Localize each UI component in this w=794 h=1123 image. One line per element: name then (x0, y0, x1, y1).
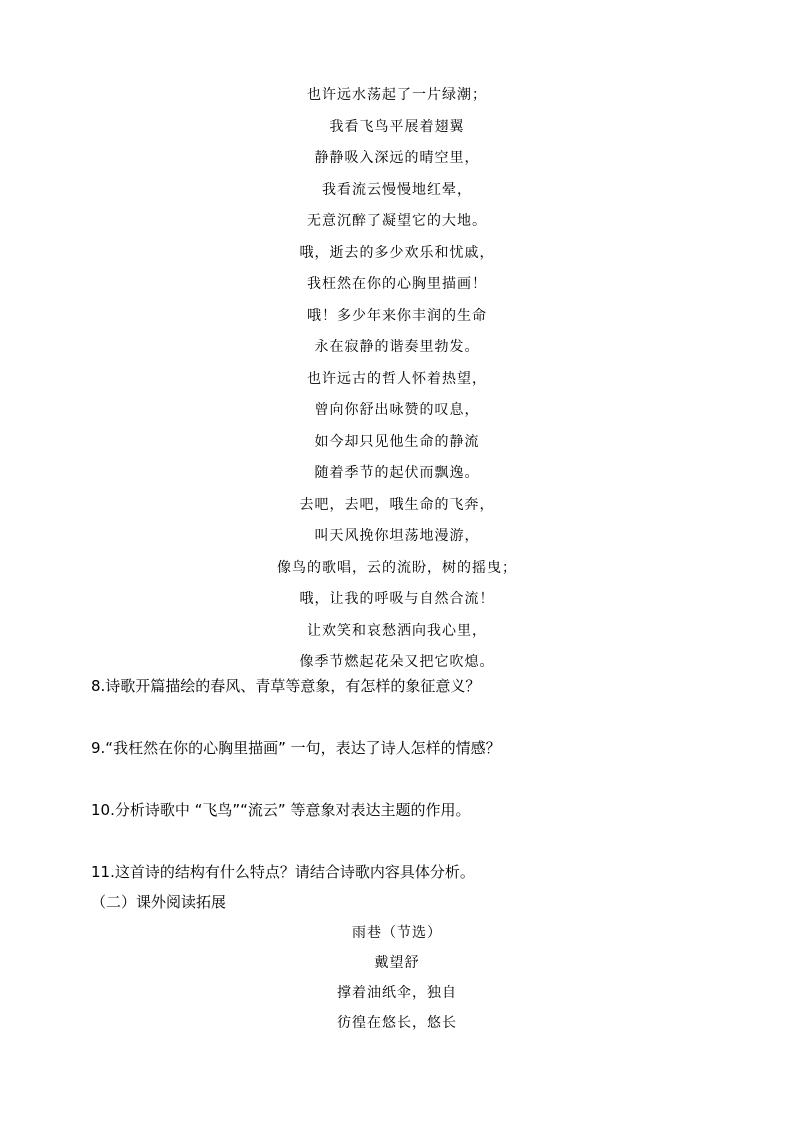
question-9: 9.“我枉然在你的心胸里描画” 一句，表达了诗人怎样的情感？ (91, 739, 501, 757)
poem-line: 永在寂静的谐奏里勃发。 (314, 339, 480, 355)
section-heading: （二）课外阅读拓展 (91, 893, 227, 911)
question-8: 8.诗歌开篇描绘的春风、青草等意象，有怎样的象征意义？ (91, 677, 481, 695)
poem-line: 我枉然在你的心胸里描画！ (307, 276, 487, 292)
poem-line: 也许远古的哲人怀着热望， (307, 370, 487, 387)
poem-line: 像鸟的歌唱，云的流盼，树的摇曳； (277, 559, 517, 576)
poem-line: 无意沉醉了凝望它的大地。 (307, 213, 487, 229)
excerpt-title: 雨巷（节选） (352, 925, 442, 941)
poem-line: 让欢笑和哀愁洒向我心里， (307, 622, 487, 639)
poem-line: 去吧，去吧，哦生命的飞奔， (299, 496, 495, 513)
excerpt-author: 戴望舒 (374, 955, 420, 971)
poem-line: 哦，逝去的多少欢乐和忧戚， (299, 244, 495, 261)
poem-line: 也许远水荡起了一片绿潮； (307, 87, 487, 103)
question-11: 11.这首诗的结构有什么特点？请结合诗歌内容具体分析。 (91, 863, 475, 881)
poem-line: 撑着油纸伞，独自 (337, 985, 457, 1001)
poem-line: 我看飞鸟平展着翅翼 (329, 118, 465, 135)
poem-line: 彷徨在悠长，悠长 (337, 1015, 457, 1031)
poem-line: 随着季节的起伏而飘逸。 (314, 465, 480, 481)
poem-excerpt (0, 80, 794, 679)
poem-line: 哦！多少年来你丰润的生命 (307, 307, 487, 324)
poem-line: 静静吸入深远的晴空里， (314, 150, 480, 166)
poem-line: 哦，让我的呼吸与自然合流！ (299, 591, 495, 607)
question-10: 10.分析诗歌中 “飞鸟”“流云” 等意象对表达主题的作用。 (91, 801, 471, 819)
poem-line: 叫天风挽你坦荡地漫游， (314, 528, 480, 544)
poem-line: 曾向你舒出咏赞的叹息， (314, 402, 480, 418)
poem-line: 如今却只见他生命的静流 (314, 433, 480, 450)
rain-alley-excerpt (0, 918, 794, 1038)
poem-line: 我看流云慢慢地红晕， (322, 181, 472, 198)
poem-line: 像季节燃起花朵又把它吹熄。 (299, 654, 495, 670)
